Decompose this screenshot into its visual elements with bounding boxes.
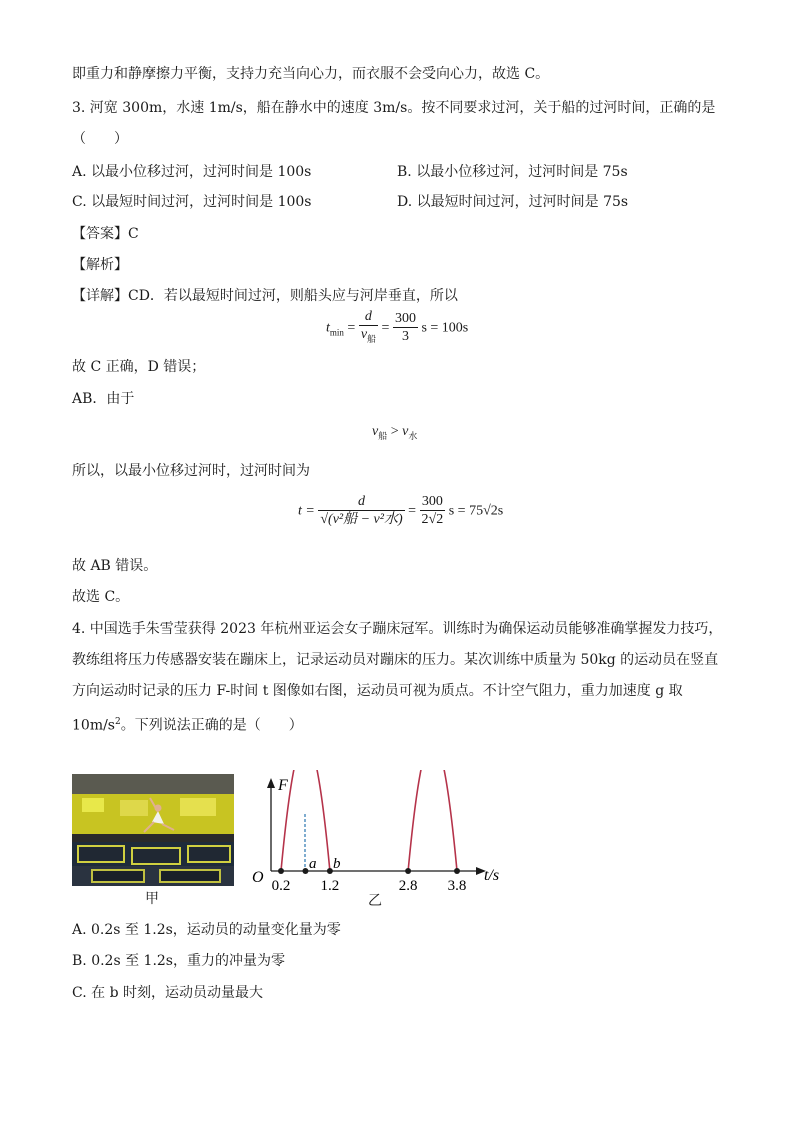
q4-option-c: C. 在 b 时刻，运动员动量最大 bbox=[72, 985, 263, 1001]
y-axis-label: F bbox=[278, 777, 288, 794]
axis-point-5 bbox=[454, 868, 460, 874]
q4-line-2: 教练组将压力传感器安装在蹦床上，记录运动员对蹦床的压力。某次训练中质量为 50kg 的运动员在竖直 bbox=[72, 652, 719, 668]
q3-ab: AB．由于 bbox=[72, 391, 135, 407]
q3-answer: 【答案】C bbox=[72, 226, 139, 242]
formula-velocity-compare: $v_船 > v_水$ bbox=[372, 424, 418, 441]
q4-option-a: A. 0.2s 至 1.2s，运动员的动量变化量为零 bbox=[72, 922, 341, 938]
axis-point-4 bbox=[405, 868, 411, 874]
q4-option-b: B. 0.2s 至 1.2s，重力的冲量为零 bbox=[72, 953, 285, 969]
graph-caption: 乙 bbox=[368, 893, 382, 909]
origin-label: O bbox=[252, 869, 264, 886]
q3-option-c: C. 以最短时间过河，过河时间是 100s bbox=[72, 194, 312, 210]
x-tick-label: 0.2 bbox=[271, 878, 291, 892]
q3-paren: （ ） bbox=[72, 131, 128, 147]
q3-ab-wrong: 故 AB 错误。 bbox=[72, 558, 158, 574]
formula-t: t = $\frac{d}{\text{√(v²船 − v²水)}}$ = $\frac{300}{2√2}$ s = 75√2s bbox=[298, 494, 504, 527]
axis-point-1 bbox=[278, 868, 284, 874]
q4-line-3: 方向运动时记录的压力 F-时间 t 图像如右图，运动员可视为质点。不计空气阻力，重力加速度 g 取 bbox=[72, 683, 683, 699]
x-tick-label: 1.2 bbox=[320, 878, 340, 892]
point-a-label: a bbox=[309, 856, 317, 872]
x-tick-label: 3.8 bbox=[447, 878, 467, 892]
y-axis-arrow bbox=[267, 778, 275, 788]
point-b-label: b bbox=[333, 856, 341, 872]
q3-stem: 3. 河宽 300m，水速 1m/s，船在静水中的速度 3m/s。按不同要求过河，关于船的过河时间，正确的是 bbox=[72, 100, 716, 116]
photo-caption: 甲 bbox=[145, 891, 159, 907]
q3-option-b: B. 以最小位移过河，过河时间是 75s bbox=[397, 164, 628, 180]
q3-c-correct: 故 C 正确，D 错误； bbox=[72, 359, 206, 375]
q3-analysis: 【解析】 bbox=[72, 257, 128, 273]
formula-tmin: $t_{min}$ = $\frac{d}{v_船}$ = $\frac{300}{3}$ s = 100s bbox=[326, 309, 469, 344]
force-curve-2 bbox=[408, 770, 457, 871]
q3-option-a: A. 以最小位移过河，过河时间是 100s bbox=[72, 164, 312, 180]
x-tick-label: 2.8 bbox=[398, 878, 418, 892]
q3-option-d: D. 以最短时间过河，过河时间是 75s bbox=[397, 194, 629, 210]
q4-line-1: 4. 中国选手朱雪莹获得 2023 年杭州亚运会女子蹦床冠军。训练时为确保运动员能够准确掌握发力技巧， bbox=[72, 621, 723, 637]
q3-choose: 故选 C。 bbox=[72, 589, 130, 605]
axis-point-3 bbox=[327, 868, 333, 874]
q3-so: 所以，以最小位移过河时，过河时间为 bbox=[72, 463, 310, 479]
force-time-graph bbox=[250, 770, 510, 892]
line-1: 即重力和静摩擦力平衡，支持力充当向心力，而衣服不会受向心力，故选 C。 bbox=[72, 66, 550, 82]
trampoline-photo bbox=[72, 774, 234, 886]
axis-point-2 bbox=[302, 868, 308, 874]
x-axis-label: t/s bbox=[484, 867, 500, 884]
q4-line-4: $10m/s^2$。下列说法正确的是（ ） bbox=[72, 717, 303, 734]
q3-detail: 【详解】CD．若以最短时间过河，则船头应与河岸垂直，所以 bbox=[72, 288, 458, 304]
